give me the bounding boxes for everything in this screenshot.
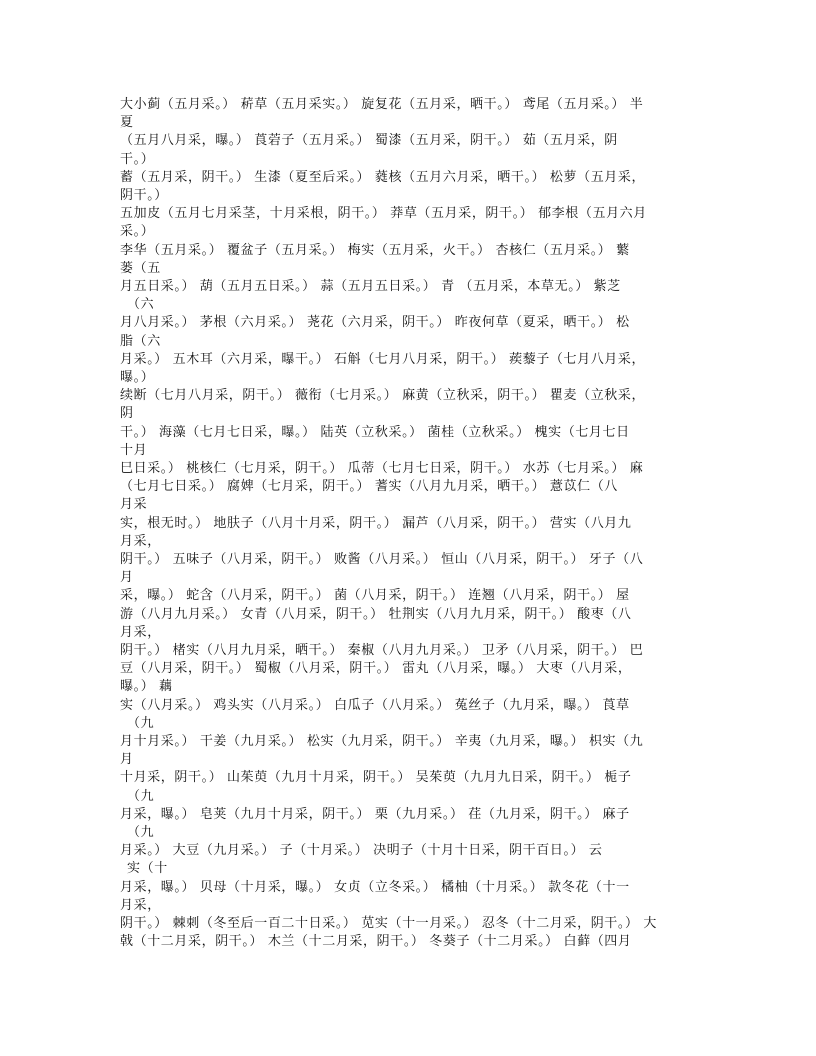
text-line: （九: [127, 825, 155, 840]
text-line: 月采，曝。） 皂荚（九月十月采，阴干。） 栗（九月采。） 荏（九月采，阴干。） 麻子: [120, 806, 630, 822]
text-line: 夏: [120, 115, 134, 131]
text-line: 干。） 海藻（七月七日采，曝。） 陆英（立秋采。） 菌桂（立秋采。） 槐实（七月七日: [120, 424, 630, 440]
text-line: 游（八月九月采。） 女青（八月采，阴干。） 牡荆实（八月九月采，阴干。） 酸枣（八: [120, 606, 632, 622]
text-line: 月采，: [120, 897, 161, 913]
text-line: 月八月采。） 茅根（六月采。） 荛花（六月采，阴干。） 昨夜何草（夏采，晒干。） 松: [120, 315, 630, 331]
text-line: 月五日采。） 葫（五月五日采。） 蒜（五月五日采。） 青 （五月采，本草无。） 紫芝: [120, 279, 621, 294]
text-line: 采，曝。） 蛇含（八月采，阴干。） 菌（八月采，阴干。） 连翘（八月采，阴干。） 屋: [120, 588, 630, 604]
text-line: 月采，: [120, 624, 161, 640]
text-line: 实（八月采。） 鸡头实（八月采。） 白瓜子（八月采。） 菟丝子（九月采，曝。） 莨草: [120, 697, 630, 713]
text-line: （九: [127, 715, 155, 731]
text-line: （九: [127, 788, 155, 804]
text-line: 月: [120, 752, 134, 768]
text-line: 采。）: [120, 224, 155, 240]
text-line: 五加皮（五月七月采茎，十月采根，阴干。） 莽草（五月采，阴干。） 郁李根（五月六月: [120, 206, 647, 222]
text-line: 干。）: [120, 151, 155, 167]
text-line: 实（十: [127, 861, 168, 877]
text-line: 月: [120, 570, 134, 586]
text-line: 实，根无时。） 地肤子（八月十月采，阴干。） 漏芦（八月采，阴干。） 营实（八月九: [120, 515, 632, 531]
text-line: 李华（五月采。） 覆盆子（五月采。） 梅实（五月采，火干。） 杏核仁（五月采。） 蘩: [120, 242, 630, 258]
text-line: 阴干。） 棘刺（冬至后一百二十日采。） 苋实（十一月采。） 忍冬（十二月采，阴干。） 大: [120, 916, 657, 931]
text-line: 十月采，阴干。） 山茱萸（九月十月采，阴干。） 吴茱萸（九月九日采，阴干。） 栀子: [120, 770, 632, 786]
text-line: 阴干。） 楮实（八月九月采，晒干。） 秦椒（八月九月采。） 卫矛（八月采，阴干。） 巴: [120, 643, 644, 658]
text-line: 蒌（五: [120, 260, 161, 276]
text-line: （六: [127, 297, 155, 313]
text-line: （七月七日采。） 腐婢（七月采，阴干。） 蓍实（八月九月采，晒干。） 薏苡仁（八: [120, 479, 618, 495]
text-line: 月采。） 五木耳（六月采，曝干。） 石斛（七月八月采，阴干。） 蒺藜子（七月八月采，: [120, 351, 646, 367]
text-line: 曝。）: [120, 370, 155, 385]
text-line: 月采。） 大豆（九月采。） 子（十月采。） 决明子（十月十日采，阴干百日。） 云: [120, 843, 603, 859]
text-line: 阴: [120, 406, 134, 422]
text-line: （五月八月采，曝。） 莨菪子（五月采。） 蜀漆（五月采，阴干。） 茹（五月采，阴: [120, 133, 618, 149]
text-line: 豆（八月采，阴干。） 蜀椒（八月采，阴干。） 雷丸（八月采，曝。） 大枣（八月采，: [120, 661, 632, 677]
text-line: 阴干。） 五味子（八月采，阴干。） 败酱（八月采。） 恒山（八月采，阴干。） 牙子（八: [120, 552, 644, 567]
text-line: 月十月采。） 干姜（九月采。） 松实（九月采，阴干。） 辛夷（九月采，曝。） 枳实（九: [120, 734, 644, 749]
text-line: 脂（六: [120, 333, 161, 349]
text-line: 蓄（五月采，阴干。） 生漆（夏至后采。） 蕤核（五月六月采，晒干。） 松萝（五月采，: [120, 169, 646, 185]
text-line: 大小蓟（五月采。） 菥草（五月采实。） 旋复花（五月采，晒干。） 鸢尾（五月采。） 半: [120, 97, 644, 112]
text-line: 曝。） 藕: [120, 679, 173, 695]
text-line: 阴干。）: [120, 188, 168, 203]
text-line: 月采: [120, 497, 148, 513]
text-line: 续断（七月八月采，阴干。） 薇衔（七月采。） 麻黄（立秋采，阴干。） 瞿麦（立秋采，: [120, 388, 646, 404]
text-line: 月采，曝。） 贝母（十月采，曝。） 女贞（立冬采。） 橘柚（十月采。） 款冬花（十一: [120, 879, 630, 895]
text-line: 月采，: [120, 533, 161, 549]
text-line: 巳日采。） 桃核仁（七月采，阴干。） 瓜蒂（七月七日采，阴干。） 水苏（七月采。） 麻: [120, 461, 644, 476]
text-line: 十月: [120, 442, 148, 458]
text-line: 戟（十二月采，阴干。） 木兰（十二月采，阴干。） 冬葵子（十二月采。） 白藓（四月: [120, 934, 632, 950]
